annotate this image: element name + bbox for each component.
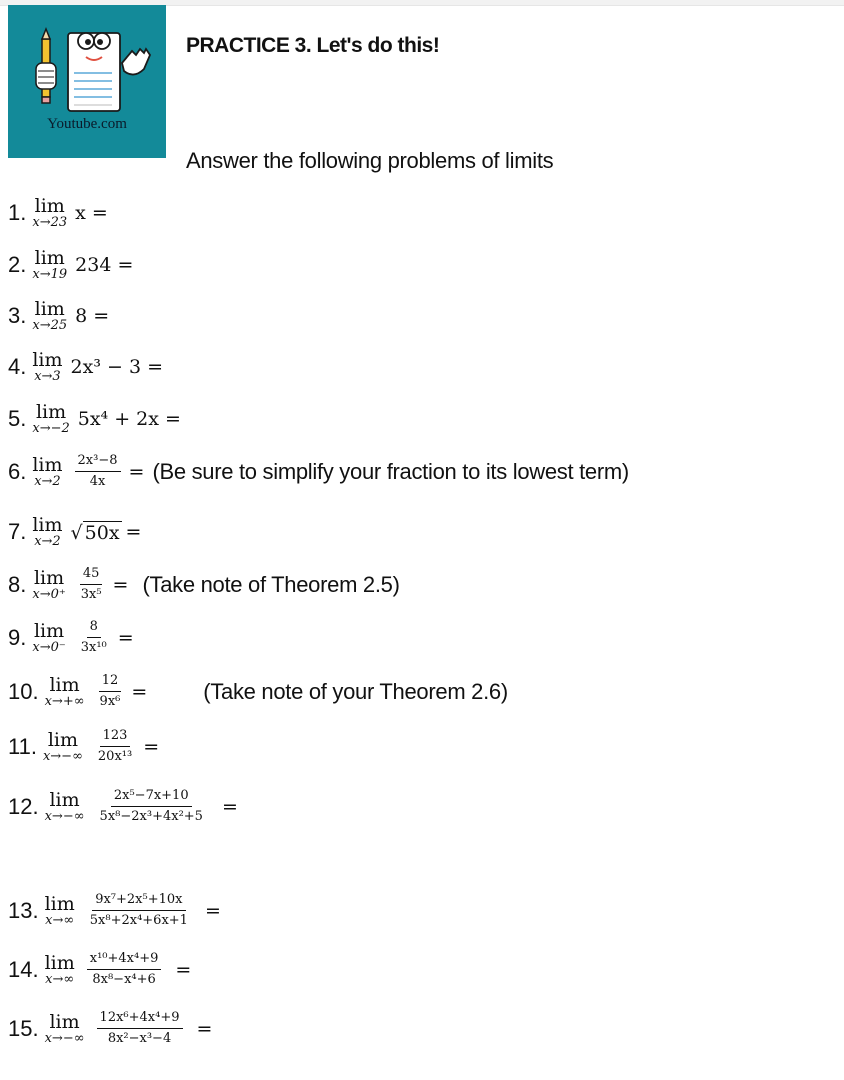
limit-operator bbox=[45, 1012, 85, 1046]
expression: 2x³ − 3 = bbox=[70, 356, 163, 378]
lim-word: lim bbox=[34, 247, 65, 269]
lim-approach: x→+∞ bbox=[44, 693, 85, 709]
lim-approach: x→0⁺ bbox=[32, 586, 66, 602]
lim-approach: x→−∞ bbox=[44, 808, 85, 824]
numerator: 2x³−8 bbox=[75, 453, 121, 472]
expression: 234 = bbox=[75, 254, 134, 276]
problem-15 bbox=[8, 1010, 216, 1047]
fraction bbox=[97, 673, 124, 710]
equals-sign: = bbox=[221, 795, 238, 818]
problem-number: 5. bbox=[8, 406, 27, 431]
problem-number: 1. bbox=[8, 200, 27, 225]
limit-operator bbox=[45, 953, 75, 987]
problem-8 bbox=[8, 566, 400, 603]
problem-number: 14. bbox=[8, 956, 39, 982]
numerator: 2x⁵−7x+10 bbox=[111, 788, 192, 807]
lim-approach: x→0⁻ bbox=[32, 639, 66, 655]
lim-approach: x→3 bbox=[34, 369, 61, 384]
lim-approach: x→23 bbox=[32, 215, 68, 230]
lim-approach: x→−2 bbox=[32, 421, 70, 436]
lim-word: lim bbox=[49, 673, 80, 696]
equals-sign: = bbox=[128, 460, 145, 483]
denominator: 8x²−x³−4 bbox=[107, 1031, 172, 1046]
lim-word: lim bbox=[32, 453, 63, 476]
lim-word: lim bbox=[32, 349, 63, 371]
problem-1 bbox=[8, 196, 108, 230]
problem-number: 8. bbox=[8, 571, 27, 597]
lim-word: lim bbox=[49, 1010, 80, 1033]
expression: 8 = bbox=[75, 305, 110, 327]
equals-sign: = bbox=[131, 680, 148, 703]
problem-number: 3. bbox=[8, 303, 27, 328]
lim-approach: x→25 bbox=[32, 318, 68, 333]
problem-7 bbox=[8, 515, 145, 549]
problem-number: 15. bbox=[8, 1015, 39, 1041]
lim-word: lim bbox=[35, 401, 67, 423]
problem-2 bbox=[8, 248, 133, 282]
problem-9 bbox=[8, 619, 138, 656]
fraction bbox=[95, 728, 135, 765]
denominator: 20x¹³ bbox=[97, 749, 133, 764]
expression: x = bbox=[75, 202, 108, 224]
equals-sign: = bbox=[143, 735, 160, 758]
problem-note: (Be sure to simplify your fraction to its lowest term) bbox=[152, 458, 629, 484]
lim-approach: x→−∞ bbox=[42, 748, 83, 764]
denominator: 5x⁸−2x³+4x²+5 bbox=[99, 809, 203, 824]
problem-13 bbox=[8, 892, 225, 929]
limit-operator bbox=[32, 248, 67, 282]
denominator: 3x⁵ bbox=[80, 587, 102, 602]
numerator: 45 bbox=[80, 566, 103, 585]
denominator: 5x⁸+2x⁴+6x+1 bbox=[89, 913, 188, 928]
denominator: 9x⁶ bbox=[99, 694, 121, 709]
problem-number: 12. bbox=[8, 793, 39, 819]
equals-sign: = bbox=[196, 1017, 213, 1040]
mascot-icon bbox=[8, 5, 166, 158]
problem-10 bbox=[8, 673, 508, 710]
limit-operator bbox=[32, 299, 67, 333]
lim-word: lim bbox=[34, 298, 65, 320]
lim-approach: x→2 bbox=[34, 534, 61, 549]
lim-word: lim bbox=[34, 195, 65, 217]
fraction bbox=[97, 1010, 183, 1047]
limit-operator bbox=[45, 790, 85, 824]
numerator: x¹⁰+4x⁴+9 bbox=[87, 951, 162, 970]
equals-sign: = bbox=[175, 958, 192, 981]
limit-operator bbox=[32, 568, 65, 602]
problem-14 bbox=[8, 951, 195, 988]
lim-word: lim bbox=[33, 619, 65, 642]
problem-3 bbox=[8, 299, 109, 333]
problem-number: 7. bbox=[8, 519, 27, 544]
radicand: 50x bbox=[84, 521, 120, 544]
lim-word: lim bbox=[44, 951, 75, 974]
problem-number: 9. bbox=[8, 624, 27, 650]
fraction bbox=[97, 788, 206, 825]
fraction bbox=[75, 453, 121, 490]
problem-number: 11. bbox=[8, 733, 37, 759]
fraction bbox=[78, 566, 105, 603]
limit-operator bbox=[32, 455, 62, 489]
lim-approach: x→−∞ bbox=[44, 1030, 85, 1046]
limit-operator bbox=[43, 730, 83, 764]
limit-operator bbox=[32, 515, 62, 549]
problem-number: 6. bbox=[8, 458, 27, 484]
problem-note: (Take note of Theorem 2.5) bbox=[142, 571, 400, 597]
problem-4 bbox=[8, 350, 163, 384]
equals-sign: = bbox=[125, 521, 142, 543]
fraction bbox=[78, 619, 110, 656]
square-root bbox=[71, 521, 122, 544]
lim-word: lim bbox=[32, 514, 63, 536]
logo-caption: Youtube.com bbox=[47, 116, 127, 132]
problem-12 bbox=[8, 788, 242, 825]
problem-5 bbox=[8, 402, 181, 436]
numerator: 12x⁶+4x⁴+9 bbox=[97, 1010, 183, 1029]
lim-approach: x→2 bbox=[34, 473, 61, 489]
equals-sign: = bbox=[117, 626, 134, 649]
logo bbox=[8, 5, 166, 158]
denominator: 8x⁸−x⁴+6 bbox=[92, 972, 156, 987]
lim-word: lim bbox=[44, 892, 75, 915]
limit-operator bbox=[32, 402, 69, 436]
lim-word: lim bbox=[33, 566, 65, 589]
problem-number: 4. bbox=[8, 354, 27, 379]
lim-word: lim bbox=[47, 728, 79, 751]
limit-operator bbox=[32, 350, 62, 384]
equals-sign: = bbox=[204, 899, 221, 922]
lim-approach: x→∞ bbox=[45, 971, 75, 987]
lim-approach: x→19 bbox=[32, 267, 68, 282]
limit-operator bbox=[45, 894, 75, 928]
page-title: PRACTICE 3. Let's do this! bbox=[186, 34, 440, 57]
limit-operator bbox=[32, 196, 67, 230]
problem-note: (Take note of your Theorem 2.6) bbox=[203, 678, 508, 704]
fraction bbox=[87, 951, 162, 988]
numerator: 8 bbox=[87, 619, 101, 638]
problem-11 bbox=[8, 728, 163, 765]
limit-operator bbox=[45, 675, 85, 709]
lim-word: lim bbox=[49, 788, 80, 811]
problem-number: 13. bbox=[8, 897, 39, 923]
problem-6 bbox=[8, 453, 629, 490]
numerator: 12 bbox=[99, 673, 122, 692]
equals-sign: = bbox=[112, 573, 129, 596]
denominator: 3x¹⁰ bbox=[80, 640, 107, 655]
limit-operator bbox=[32, 621, 65, 655]
numerator: 9x⁷+2x⁵+10x bbox=[92, 892, 185, 911]
fraction bbox=[87, 892, 191, 929]
problem-number: 2. bbox=[8, 252, 27, 277]
radical-sign: √ bbox=[70, 521, 83, 544]
problem-number: 10. bbox=[8, 678, 39, 704]
lim-approach: x→∞ bbox=[45, 912, 75, 928]
expression: 5x⁴ + 2x = bbox=[77, 408, 181, 430]
numerator: 123 bbox=[100, 728, 131, 747]
denominator: 4x bbox=[89, 474, 106, 489]
instructions: Answer the following problems of limits bbox=[186, 148, 554, 173]
